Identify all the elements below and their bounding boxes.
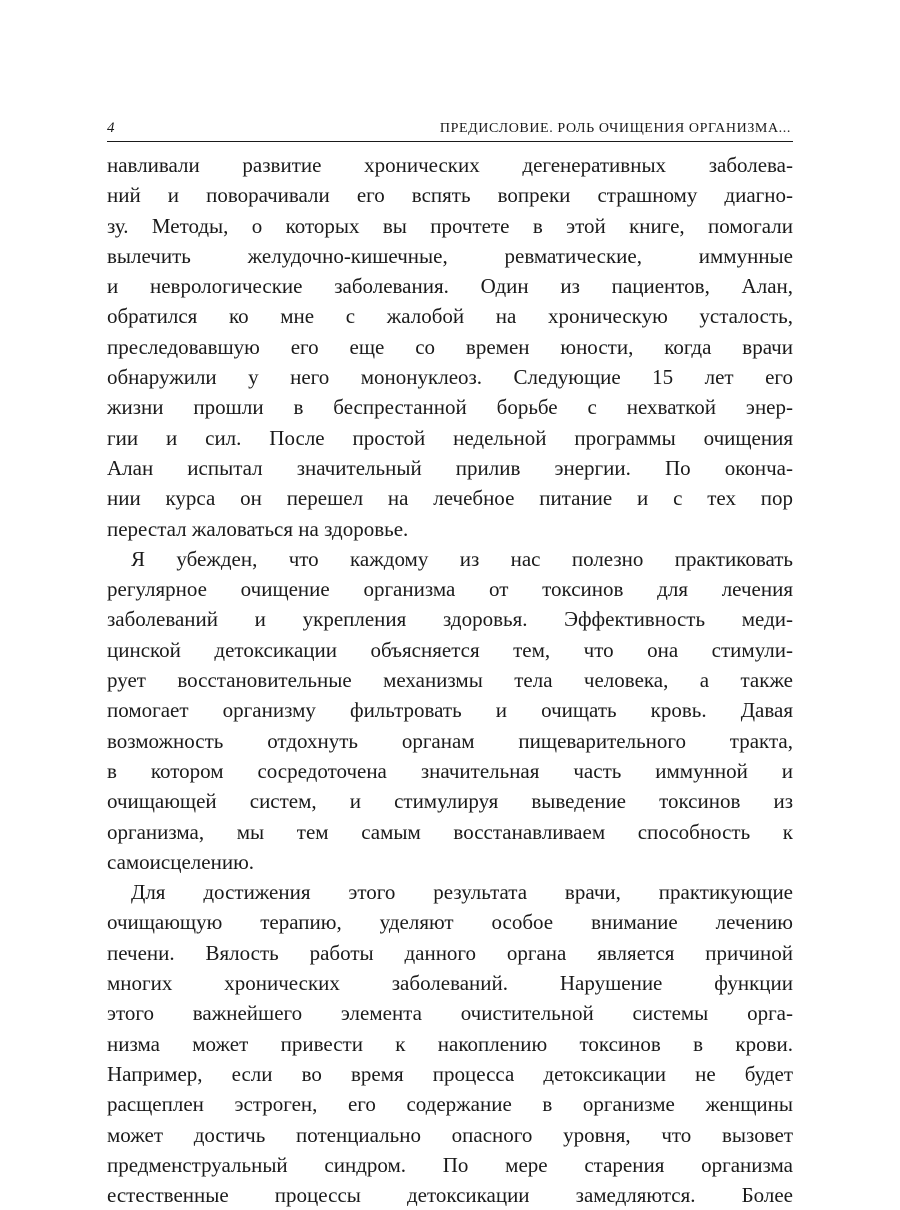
text-line: и неврологические заболевания. Один из пациентов, Алан, [107,274,793,299]
text-line: жизни прошли в беспрестанной борьбе с нехваткой энер- [107,395,793,420]
text-line: цинской детоксикации объясняется тем, что она стимули- [107,637,793,662]
text-line: нии курса он перешел на лечебное питание и с тех пор [107,486,793,511]
text-line: преследовавшую его еще со времен юности, когда врачи [107,334,793,359]
text-line: организма, мы тем самым восстанавливаем способность к [107,819,793,844]
text-line: вылечить желудочно-кишечные, ревматические, иммунные [107,243,793,268]
book-page [107,117,793,1210]
text-line: Алан испытал значительный прилив энергии. По оконча- [107,455,793,480]
text-line: возможность отдохнуть органам пищеварительного тракта, [107,728,793,753]
text-line: помогает организму фильтровать и очищать кровь. Давая [107,698,793,723]
text-line: этого важнейшего элемента очистительной системы орга- [107,1001,793,1026]
text-line: зу. Методы, о которых вы прочтете в этой книге, помогали [107,213,793,238]
paragraph [107,877,793,1210]
text-line: печени. Вялость работы данного органа является причиной [107,940,793,965]
text-line: расщеплен эстроген, его содержание в организме женщины [107,1092,793,1117]
text-line: очищающую терапию, уделяют особое внимание лечению [107,910,793,935]
paragraph [107,150,793,544]
text-line: Для достижения этого результата врачи, практикующие [131,880,793,905]
text-line: низма может привести к накоплению токсинов в крови. [107,1031,793,1056]
text-line: может достичь потенциально опасного уровня, что вызовет [107,1122,793,1147]
text-line: рует восстановительные механизмы тела человека, а также [107,668,793,693]
page-number: 4 [107,120,116,136]
text-line: обнаружили у него мононуклеоз. Следующие 15 лет его [107,365,793,390]
text-line: самоисцелению. [107,849,255,874]
text-line: навливали развитие хронических дегенеративных заболева- [107,153,793,177]
text-line: в котором сосредоточена значительная часть иммунной и [107,758,793,783]
running-header [107,117,793,142]
text-line: естественные процессы детоксикации замедляются. Более [107,1183,793,1208]
body-text [107,150,793,1210]
text-line: Например, если во время процесса детоксикации не будет [107,1061,793,1086]
text-line: регулярное очищение организма от токсинов для лечения [107,577,793,602]
text-line: обратился ко мне с жалобой на хроническую усталость, [107,304,793,329]
chapter-title: ПРЕДИСЛОВИЕ. РОЛЬ ОЧИЩЕНИЯ ОРГАНИЗМА... [439,121,791,136]
text-line: заболеваний и укрепления здоровья. Эффективность меди- [107,607,793,632]
text-line: предменструальный синдром. По мере старения организма [107,1152,793,1177]
text-line: очищающей систем, и стимулируя выведение токсинов из [107,789,793,814]
text-line: Я убежден, что каждому из нас полезно практиковать [131,546,793,571]
text-line: ний и поворачивали его вспять вопреки страшному диагно- [107,183,793,208]
text-line: многих хронических заболеваний. Нарушение функции [107,971,793,996]
text-line: гии и сил. После простой недельной программы очищения [107,425,793,450]
text-line: перестал жаловаться на здоровье. [107,516,409,541]
paragraph [107,544,793,877]
